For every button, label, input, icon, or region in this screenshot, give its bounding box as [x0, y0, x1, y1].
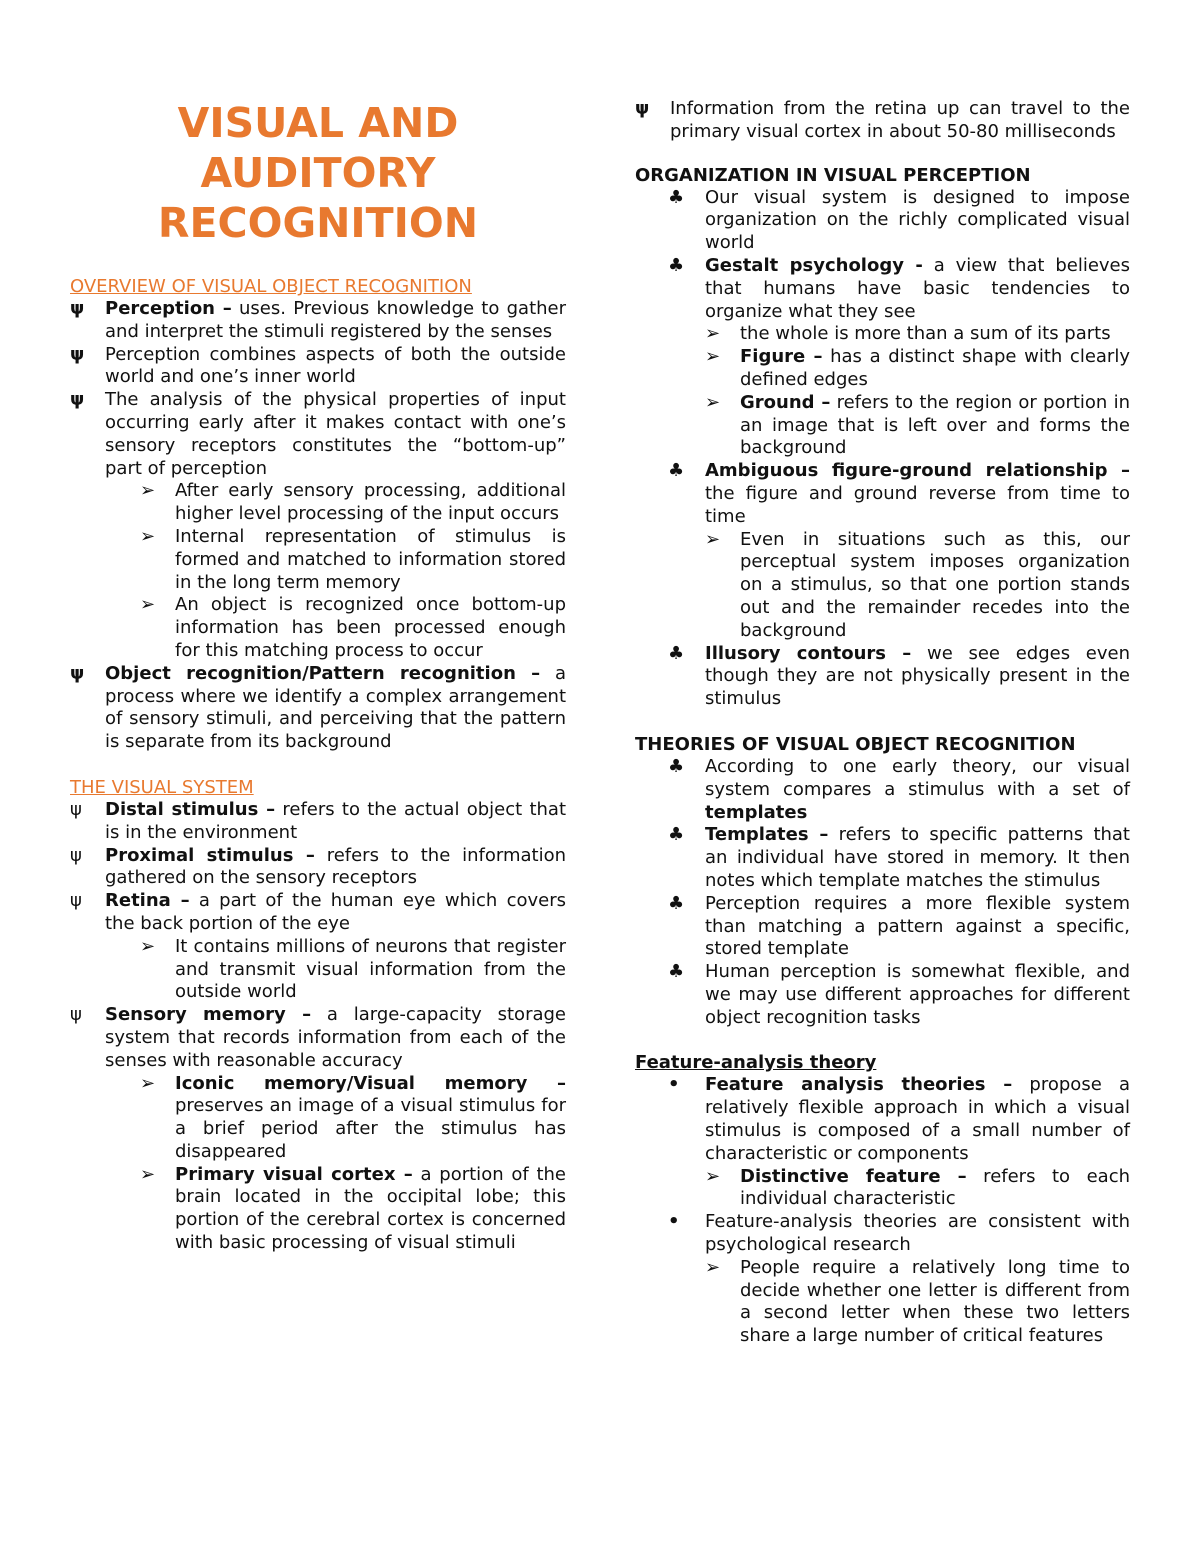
psi-bullet-icon: ψ [70, 343, 85, 365]
list-subitem: ➢ Iconic memory/Visual memory – preserves an image of a visual stimulus for a brief period after the stimulus has disappeared [140, 1072, 566, 1162]
list-subitem: ➢ Even in situations such as this, our perceptual system imposes organization on a stimulus, so that one portion stands out and the remainder recedes into the background [705, 528, 1130, 641]
psi-bullet-icon: ψ [70, 798, 82, 820]
list-subitem: ➢ Internal representation of stimulus is formed and matched to information stored in the long term memory [140, 525, 566, 593]
spade-bullet-icon: ♣ [668, 961, 685, 983]
list-subitem: ➢ Distinctive feature – refers to each individual characteristic [705, 1165, 1130, 1210]
list-item: ♣ Ambiguous figure-ground relationship – the figure and ground reverse from time to time [668, 460, 1130, 527]
spade-bullet-icon: ♣ [668, 254, 685, 276]
spade-bullet-icon: ♣ [668, 824, 685, 846]
list-subitem: ➢ After early sensory processing, additional higher level processing of the input occurs [140, 480, 566, 525]
title-line: RECOGNITION [157, 199, 479, 247]
list-item: ψ Proximal stimulus – refers to the information gathered on the sensory receptors [70, 844, 567, 889]
arrow-bullet-icon: ➢ [705, 391, 721, 413]
list-item: ♣ Gestalt psychology - a view that believes that humans have basic tendencies to organize what they see [668, 254, 1130, 322]
list-item: ψ The analysis of the physical properties of input occurring early after it makes contact with one’s sensory receptors constitutes the “bottom-up” part of perception [70, 389, 566, 479]
arrow-bullet-icon: ➢ [140, 1163, 156, 1185]
dot-bullet-icon: • [668, 1074, 680, 1096]
spade-bullet-icon: ♣ [668, 460, 685, 482]
list-subitem: ➢ Primary visual cortex – a portion of the brain located in the occipital lobe; this portion of the cerebral cortex is concerned with basic processing of visual stimuli [140, 1163, 567, 1254]
list-item: ♣ Human perception is somewhat flexible, and we may use different approaches for different object recognition tasks [668, 961, 1130, 1028]
title-line: VISUAL AND [177, 99, 459, 147]
list-item: ψ Perception – uses. Previous knowledge to gather and interpret the stimuli registered by the senses [70, 298, 567, 342]
theories-heading: THEORIES OF VISUAL OBJECT RECOGNITION [635, 733, 1076, 755]
psi-bullet-icon: ψ [70, 298, 85, 319]
psi-bullet-icon: ψ [70, 389, 85, 411]
list-item: ♣ Perception requires a more flexible system than matching a pattern against a specific, stored template [668, 892, 1130, 960]
dot-bullet-icon: • [668, 1211, 680, 1233]
list-item: ♣ Illusory contours – we see edges even though they are not physically present in the stimulus [668, 642, 1130, 710]
psi-bullet-icon: ψ [70, 844, 82, 866]
list-item: ψ Sensory memory – a large-capacity storage system that records information from each of the senses with reasonable accuracy [70, 1004, 566, 1071]
arrow-bullet-icon: ➢ [705, 1256, 721, 1278]
spade-bullet-icon: ♣ [668, 642, 685, 664]
arrow-bullet-icon: ➢ [140, 935, 156, 957]
psi-bullet-icon: ψ [635, 98, 650, 119]
title-line: AUDITORY [200, 149, 436, 197]
list-item: ψ Object recognition/Pattern recognition – a process where we identify a complex arrangement of sensory stimuli, and perceiving that the pattern is separate from its background [70, 662, 566, 753]
list-item: ♣ Our visual system is designed to impose organization on the richly complicated visual world [668, 186, 1130, 254]
list-item: ψ Distal stimulus – refers to the actual object that is in the environment [70, 798, 567, 843]
arrow-bullet-icon: ➢ [705, 528, 721, 550]
spade-bullet-icon: ♣ [668, 892, 685, 914]
overview-heading: OVERVIEW OF VISUAL OBJECT RECOGNITION [70, 276, 472, 297]
list-item: ψ Perception combines aspects of both the outside world and one’s inner world [70, 343, 566, 388]
list-subitem: ➢ An object is recognized once bottom-up information has been processed enough for this matching process to occur [140, 594, 566, 661]
arrow-bullet-icon: ➢ [705, 323, 721, 345]
list-subitem: ➢ People require a relatively long time to decide whether one letter is different from a second letter when these two letters share a large number of critical features [705, 1256, 1130, 1347]
list-item: ψ Information from the retina up can travel to the primary visual cortex in about 50-80 milliseconds [635, 98, 1130, 142]
spade-bullet-icon: ♣ [668, 186, 685, 208]
arrow-bullet-icon: ➢ [140, 480, 156, 502]
psi-bullet-icon: ψ [70, 1004, 82, 1026]
visual-system-heading: THE VISUAL SYSTEM [70, 776, 254, 798]
page-title [70, 98, 566, 248]
arrow-bullet-icon: ➢ [140, 594, 156, 616]
arrow-bullet-icon: ➢ [140, 1072, 156, 1094]
list-subitem: ➢ It contains millions of neurons that register and transmit visual information from the outside world [140, 935, 566, 1003]
feature-analysis-heading: Feature-analysis theory [635, 1052, 877, 1074]
list-item: ♣ Templates – refers to specific patterns that an individual have stored in memory. It then notes which template matches the stimulus [668, 824, 1130, 891]
list-item: • Feature analysis theories – propose a relatively flexible approach in which a visual stimulus is composed of a small number of characteristic or components [668, 1074, 1130, 1164]
psi-bullet-icon: ψ [70, 662, 85, 684]
list-item: ♣ According to one early theory, our visual system compares a stimulus with a set of templates [668, 755, 1130, 823]
arrow-bullet-icon: ➢ [705, 346, 721, 368]
arrow-bullet-icon: ➢ [705, 1165, 721, 1187]
left-column [70, 98, 566, 1255]
psi-bullet-icon: ψ [70, 890, 82, 912]
list-subitem: ➢ Ground – refers to the region or portion in an image that is left over and forms the background [705, 391, 1130, 459]
list-subitem: ➢ Figure – has a distinct shape with clearly defined edges [705, 346, 1130, 390]
list-subitem: ➢ the whole is more than a sum of its parts [705, 323, 1111, 345]
spade-bullet-icon: ♣ [668, 755, 685, 777]
organization-heading: ORGANIZATION IN VISUAL PERCEPTION [635, 164, 1031, 186]
arrow-bullet-icon: ➢ [140, 525, 156, 547]
list-item: • Feature-analysis theories are consistent with psychological research [668, 1211, 1130, 1256]
right-column [635, 98, 1130, 1348]
list-item: ψ Retina – a part of the human eye which covers the back portion of the eye [70, 890, 567, 934]
